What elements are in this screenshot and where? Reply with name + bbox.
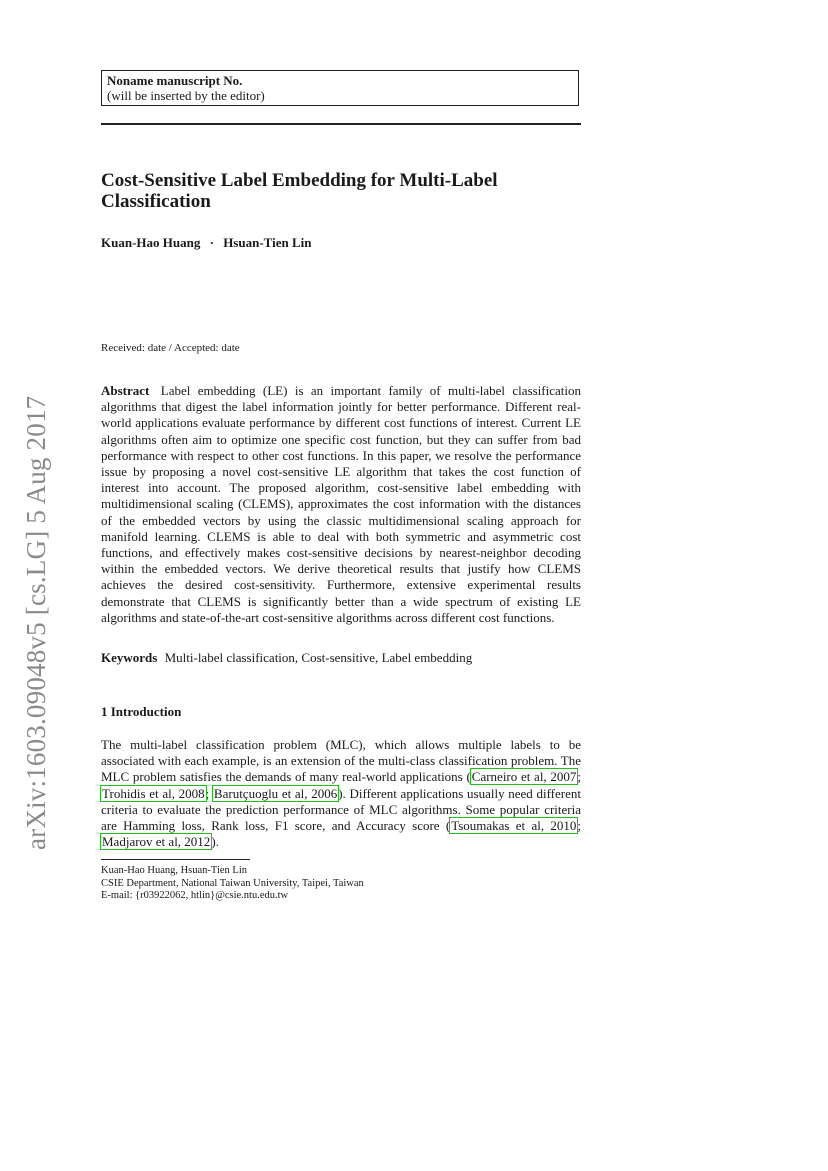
footnote-names: Kuan-Hao Huang, Hsuan-Tien Lin <box>101 865 248 876</box>
author-list <box>101 234 581 252</box>
citation-link[interactable]: Barutçuoglu et al, 2006 <box>213 785 338 801</box>
footnote-affiliation: CSIE Department, National Taiwan University, Taipei, Taiwan <box>101 877 364 889</box>
paper-title: Cost-Sensitive Label Embedding for Multi-Label Classification <box>101 170 498 212</box>
received-date: Received: date / Accepted: date <box>101 342 240 354</box>
citation-separator: ; <box>577 818 581 834</box>
keywords-text: Multi-label classification, Cost-sensitive, Label embedding <box>164 650 473 665</box>
intro-text: The multi-label classification problem (MLC), which allows multiple labels to be associated with each example, is an extension of the multi-class classification problem. The MLC problem satisfies the demands of many real-world applications ( <box>101 737 581 785</box>
intro-text: ). Different applications usually need different criteria to evaluate the prediction performance of MLC algorithms. Some popular criteria are Hamming loss, Rank loss, F1 score, and Accuracy score ( <box>101 785 581 834</box>
header-rule <box>101 123 581 125</box>
section-heading: 1 Introduction <box>101 704 182 719</box>
author-separator: · <box>209 235 214 250</box>
citation-link[interactable]: Carneiro et al, 2007 <box>471 769 577 785</box>
abstract <box>101 383 581 626</box>
arxiv-identifier-stamp: arXiv:1603.09048v5 [cs.LG] 5 Aug 2017 <box>21 395 51 850</box>
author-name: Hsuan-Tien Lin <box>223 235 312 250</box>
manuscript-number: Noname manuscript No. <box>107 73 243 88</box>
author-footnote <box>101 865 581 903</box>
abstract-heading: Abstract <box>101 383 150 398</box>
intro-text: ). <box>211 834 219 850</box>
citation-link[interactable]: Tsoumakas et al, 2010 <box>451 818 577 834</box>
citation-separator: ; <box>577 769 582 785</box>
citation-link[interactable]: Trohidis et al, 2008 <box>102 785 205 801</box>
manuscript-info-box <box>101 70 579 106</box>
citation-separator: ; <box>205 785 213 801</box>
author-name: Kuan-Hao Huang <box>101 235 201 250</box>
keywords <box>101 650 581 666</box>
introduction-paragraph <box>101 737 581 850</box>
abstract-text: Label embedding (LE) is an important family of multi-label classification algorithms that digest the label information jointly for better performance. Different real-world applications evaluate performance by different cost functions of interest. Current LE algorithms often aim to optimize one specific cost function, but they can suffer from bad performance with respect to other cost functions. In this paper, we resolve the performance issue by proposing a novel cost-sensitive LE algorithm that takes the cost function of interest into account. The proposed algorithm, cost-sensitive label embedding with multidimensional scaling (CLEMS), approximates the cost information with the distances of the embedded vectors by using the classic multidimensional scaling approach for manifold learning. CLEMS is able to deal with both symmetric and asymmetric cost functions, and effectively makes cost-sensitive decisions by nearest-neighbor decoding within the embedded vectors. We derive theoretical results that justify how CLEMS achieves the desired cost-sensitivity. Furthermore, extensive experimental results demonstrate that CLEMS is significantly better than a wide spectrum of existing LE algorithms and state-of-the-art cost-sensitive algorithms across different cost functions. <box>101 383 582 625</box>
citation-link[interactable]: Madjarov et al, 2012 <box>102 834 211 850</box>
manuscript-editor-note: (will be inserted by the editor) <box>107 88 265 103</box>
footnote-email: E-mail: {r03922062, htlin}@csie.ntu.edu.tw <box>101 890 289 901</box>
footnote-rule <box>101 859 250 860</box>
keywords-heading: Keywords <box>101 650 158 665</box>
